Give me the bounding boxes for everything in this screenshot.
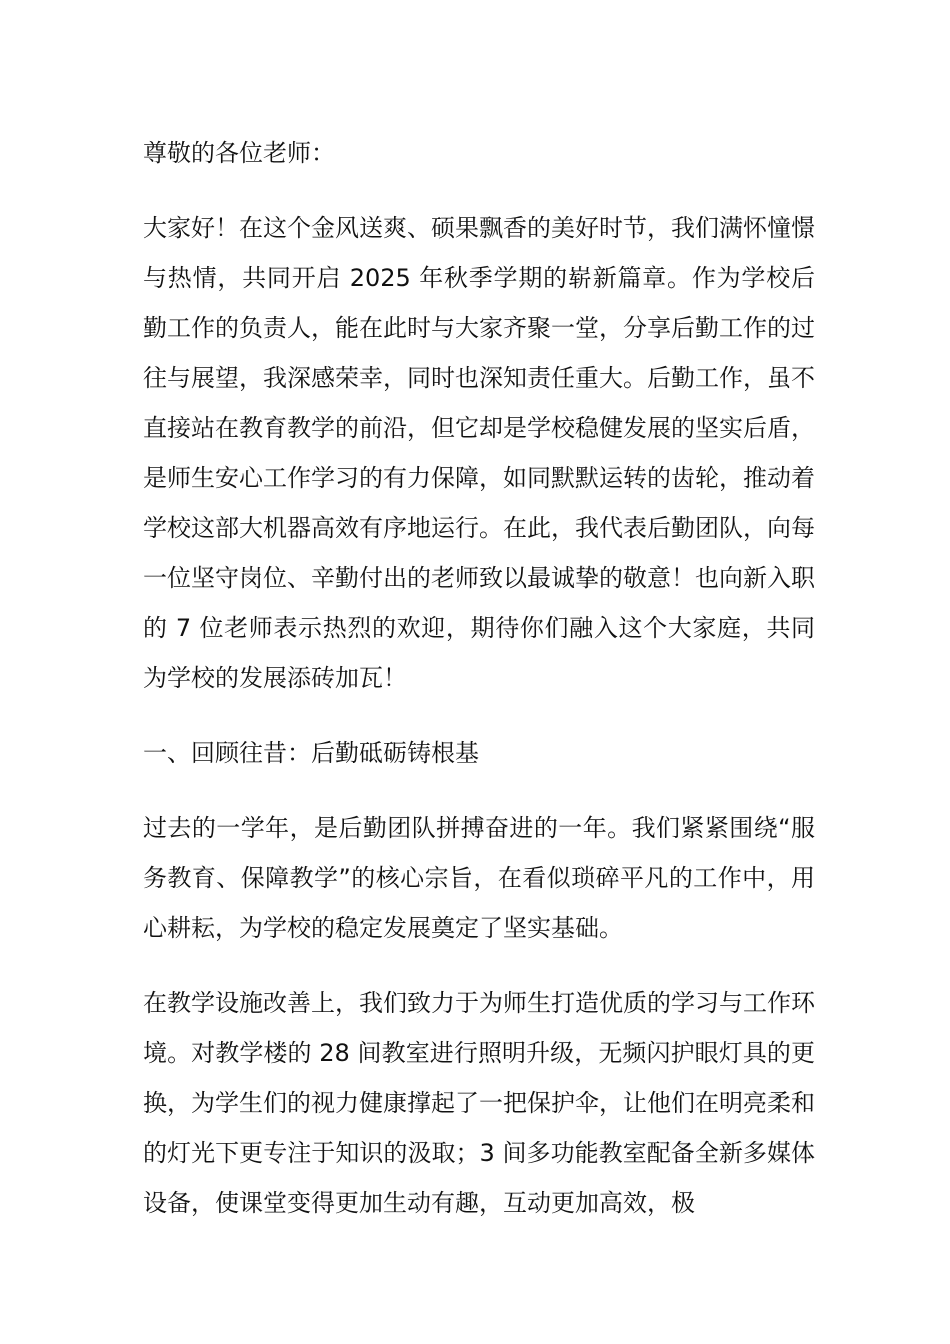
section-heading-review: 一、回顾往昔：后勤砥砺铸根基 xyxy=(143,739,479,767)
opening-paragraph: 大家好！在这个金风送爽、硕果飘香的美好时节，我们满怀憧憬与热情，共同开启 2025 年秋季学期的崭新篇章。作为学校后勤工作的负责人，能在此时与大家齐聚一堂，分享后勤工作的过往与展望，我深感荣幸，同时也深知责任重大。后勤工作，虽不直接站在教育教学的前沿，但它却是学校稳健发展的坚实后盾，是师生安心工作学习的有力保障，如同默默运转的齿轮，推动着学校这部大机器高效有序地运行。在此，我代表后勤团队，向每一位坚守岗位、辛勤付出的老师致以最诚挚的敬意！也向新入职的 7 位老师表示热烈的欢迎，期待你们融入这个大家庭，共同为学校的发展添砖加瓦！ xyxy=(143,214,815,692)
document-body xyxy=(143,128,815,1253)
review-intro-paragraph: 过去的一学年，是后勤团队拼搏奋进的一年。我们紧紧围绕“服务教育、保障教学”的核心宗旨，在看似琐碎平凡的工作中，用心耕耘，为学校的稳定发展奠定了坚实基础。 xyxy=(143,814,815,942)
facilities-paragraph: 在教学设施改善上，我们致力于为师生打造优质的学习与工作环境。对教学楼的 28 间教室进行照明升级，无频闪护眼灯具的更换，为学生们的视力健康撑起了一把保护伞，让他们在明亮柔和的灯光下更专注于知识的汲取；3 间多功能教室配备全新多媒体设备，使课堂变得更加生动有趣，互动更加高效，极 xyxy=(143,989,815,1217)
salutation: 尊敬的各位老师： xyxy=(143,139,335,167)
